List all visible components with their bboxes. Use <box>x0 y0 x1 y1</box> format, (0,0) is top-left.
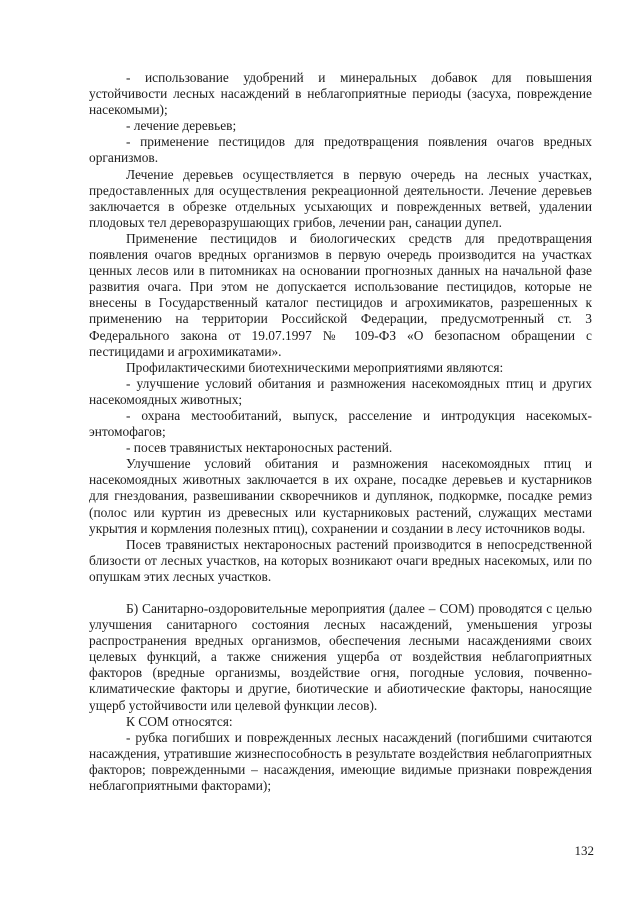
paragraph-nectar-plants-item: - посев травянистых нектароносных растений. <box>126 440 393 456</box>
page-body <box>89 70 592 794</box>
paragraph-fertilizers: - использование удобрений и минеральных добавок для повышения устойчивости лесных насаждений в неблагоприятные периоды (засуха, повреждение насекомыми); <box>89 70 592 118</box>
paragraph-habitat-improvement: Улучшение условий обитания и размножения насекомоядных птиц и насекомоядных животных заключается в их охране, посадке деревьев и кустарников для гнездования, развешивании скворечников и дуплянок, подкормке, посадке ремиз (полос или куртин из древесных или кустарниковых растений, служащих местами укрытия и кормления полезных птиц), сохранении и создании в лесу источников воды. <box>89 456 592 536</box>
paragraph-som-definition: Б) Санитарно-оздоровительные мероприятия (далее – СОМ) проводятся с целью улучшения санитарного состояния лесных насаждений, уменьшения угрозы распространения вредных организмов, обеспечения лесными насаждениями своих целевых функций, а также снижения ущерба от воздействия неблагоприятных факторов (вредные организмы, воздействие огня, погодные условия, почвенно-климатические факторы и другие, биотические и абиотические факторы, наносящие ущерб устойчивости или целевой функции лесов). <box>89 601 592 713</box>
paragraph-pesticide-application: Применение пестицидов и биологических средств для предотвращения появления очагов вредных организмов в первую очередь производится на участках ценных лесов или в питомниках на основании прогнозных данных на начальной фазе развития очага. При этом не допускается использование пестицидов, которые не внесены в Государственный каталог пестицидов и агрохимикатов, разрешенных к применению на территории Российской Федерации, предусмотренный ст. 3 Федерального закона от 19.07.1997 № 109-ФЗ «О безопасном обращении с пестицидами и агрохимикатами». <box>89 230 592 359</box>
paragraph-entomophages-item: - охрана местообитаний, выпуск, расселение и интродукция насекомых-энтомофагов; <box>89 407 592 440</box>
paragraph-pesticides-item: - применение пестицидов для предотвращения появления очагов вредных организмов. <box>89 134 592 166</box>
paragraph-som-intro: К СОМ относятся: <box>126 713 233 729</box>
paragraph-felling-item: - рубка погибших и поврежденных лесных насаждений (погибшими считаются насаждения, утратившие жизнеспособность в результате воздействия неблагоприятных факторов; поврежденными – насаждения, имеющие видимые признаки повреждения неблагоприятными факторами); <box>89 729 592 794</box>
paragraph-tree-treatment-item: - лечение деревьев; <box>126 118 237 134</box>
page-number: 132 <box>574 843 594 858</box>
paragraph-birds-item: - улучшение условий обитания и размножения насекомоядных птиц и других насекомоядных животных; <box>89 375 592 407</box>
paragraph-tree-treatment: Лечение деревьев осуществляется в первую очередь на лесных участках, предоставленных для осуществления рекреационной деятельности. Лечение деревьев заключается в обрезке отдельных усыхающих и поврежденных ветвей, удалении плодовых тел дереворазрушающих грибов, лечении ран, санации дупел. <box>89 166 592 230</box>
paragraph-nectar-sowing: Посев травянистых нектароносных растений производится в непосредственной близости от лесных участков, на которых возникают очаги вредных насекомых, или по опушкам этих лесных участков. <box>89 536 592 584</box>
paragraph-biotechnical-intro: Профилактическими биотехническими мероприятиями являются: <box>126 359 504 375</box>
